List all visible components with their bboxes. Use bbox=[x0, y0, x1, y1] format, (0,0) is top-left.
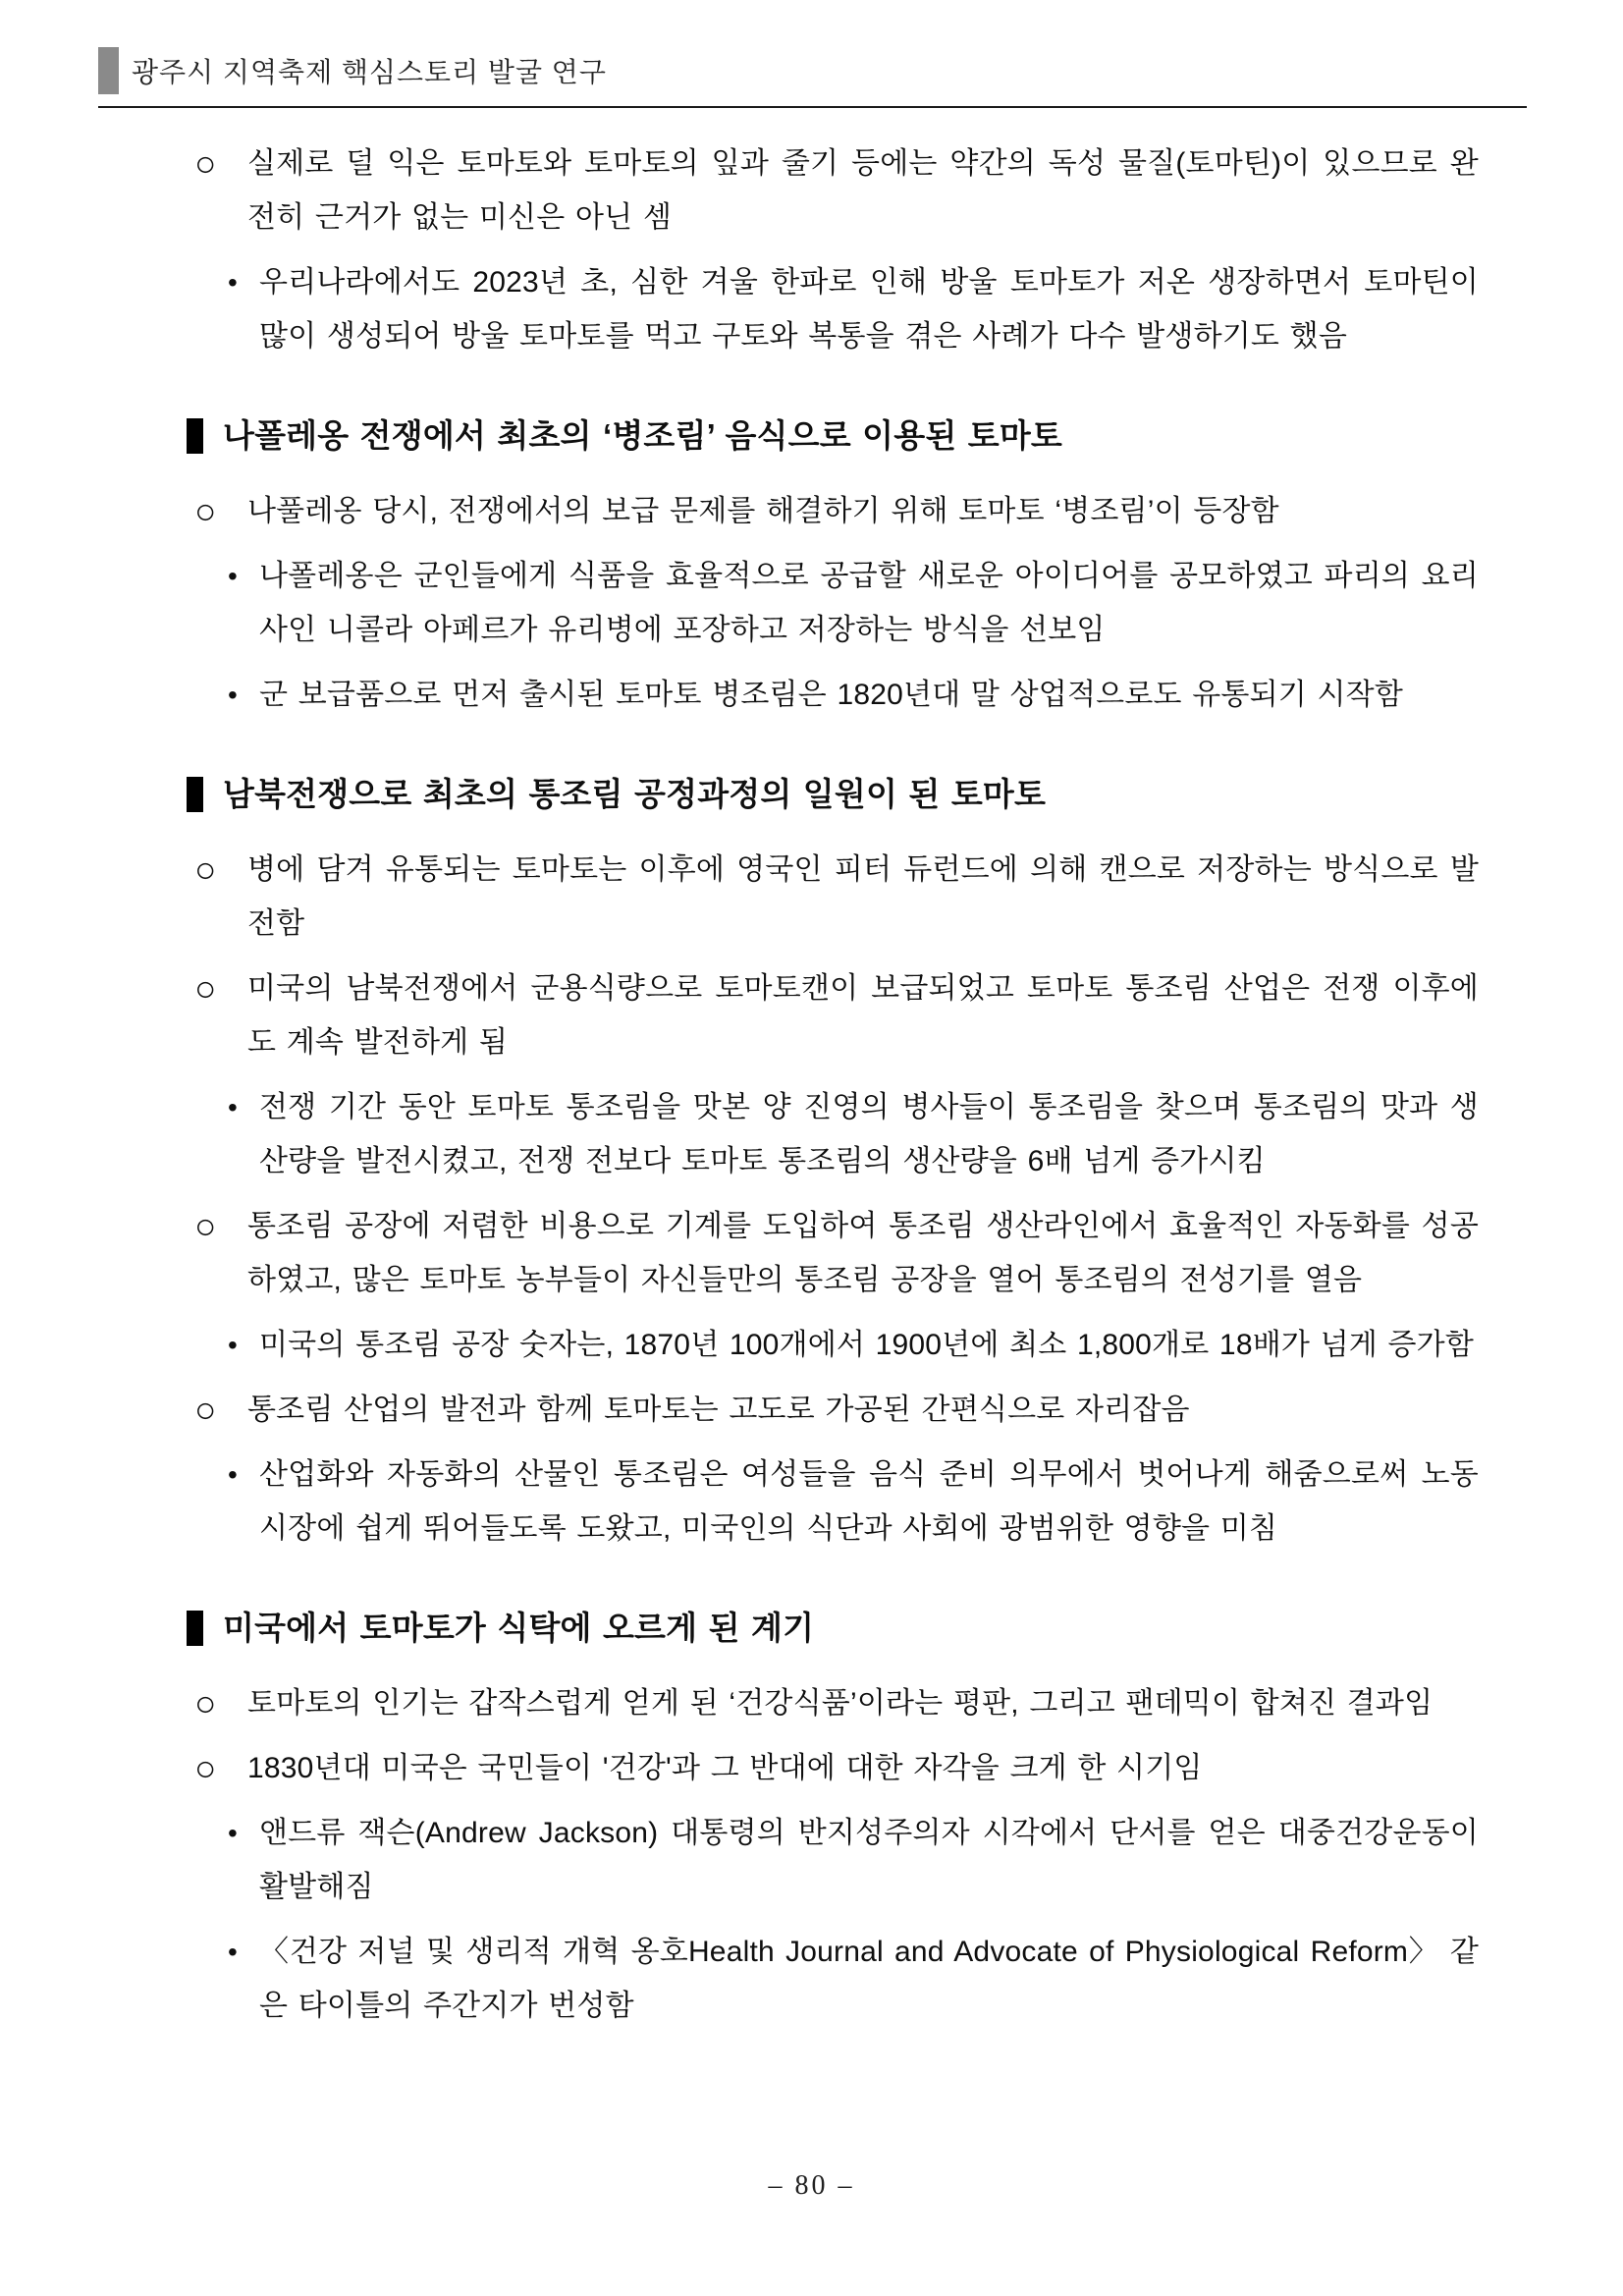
heading-bar-icon bbox=[187, 777, 203, 812]
bullet-text: 나풀레옹 당시, 전쟁에서의 보급 문제를 해결하기 위해 토마토 ‘병조림’이 등장함 bbox=[247, 495, 1279, 527]
circle-bullet-icon: ○ bbox=[194, 1748, 217, 1788]
bullet-text: 앤드류 잭슨(Andrew Jackson) 대통령의 반지성주의자 시각에서 단서를 얻은 대중건강운동이 활발해짐 bbox=[259, 1817, 1479, 1903]
header-accent-bar-icon bbox=[98, 47, 119, 94]
heading-text: 남북전쟁으로 최초의 통조림 공정과정의 일원이 된 토마토 bbox=[223, 776, 1047, 812]
bullet-text: 통조림 산업의 발전과 함께 토마토는 고도로 가공된 간편식으로 자리잡음 bbox=[247, 1394, 1190, 1426]
circle-bullet-icon: ○ bbox=[194, 1683, 217, 1723]
report-title: 광주시 지역축제 핵심스토리 발굴 연구 bbox=[132, 57, 607, 87]
sub-bullet-social-impact bbox=[224, 1448, 1479, 1556]
sub-bullet-wartime-demand bbox=[224, 1080, 1479, 1188]
bullet-text: 군 보급품으로 먼저 출시된 토마토 병조림은 1820년대 말 상업적으로도 유통되기 시작함 bbox=[259, 679, 1404, 711]
page-number: – 80 – bbox=[768, 2170, 855, 2201]
dot-bullet-icon: • bbox=[228, 1092, 238, 1122]
sub-bullet-1820s bbox=[224, 668, 1479, 722]
page-content bbox=[185, 126, 1479, 2044]
bullet-text: 미국의 남북전쟁에서 군용식량으로 토마토캔이 보급되었고 토마토 통조림 산업은 전쟁 이후에도 계속 발전하게 됨 bbox=[247, 972, 1479, 1059]
sub-bullet-appert bbox=[224, 549, 1479, 657]
dot-bullet-icon: • bbox=[228, 561, 238, 591]
bullet-item-health-food bbox=[185, 1676, 1479, 1730]
sub-bullet-korea-2023 bbox=[224, 255, 1479, 363]
dot-bullet-icon: • bbox=[228, 1937, 238, 1967]
circle-bullet-icon: ○ bbox=[194, 849, 217, 890]
section-heading-us-table bbox=[187, 1601, 1479, 1655]
heading-text: 나폴레옹 전쟁에서 최초의 ‘병조림’ 음식으로 이용된 토마토 bbox=[223, 417, 1062, 454]
sub-bullet-health-journal bbox=[224, 1925, 1479, 2033]
bullet-item-bottling bbox=[185, 484, 1479, 538]
circle-bullet-icon: ○ bbox=[194, 143, 217, 184]
bullet-text: 병에 담겨 유통되는 토마토는 이후에 영국인 피터 듀런드에 의해 캔으로 저장하는 방식으로 발전함 bbox=[247, 853, 1479, 940]
bullet-text: 통조림 공장에 저렴한 비용으로 기계를 도입하여 통조림 생산라인에서 효율적인 자동화를 성공하였고, 많은 토마토 농부들이 자신들만의 통조림 공장을 열어 통조림의 전성기를 열음 bbox=[247, 1210, 1479, 1296]
bullet-item-automation bbox=[185, 1199, 1479, 1307]
bullet-text: 산업화와 자동화의 산물인 통조림은 여성들을 음식 준비 의무에서 벗어나게 해줌으로써 노동시장에 쉽게 뛰어들도록 도왔고, 미국인의 식단과 사회에 광범위한 영향을 미침 bbox=[259, 1458, 1479, 1545]
section-heading-napoleon bbox=[187, 409, 1479, 463]
circle-bullet-icon: ○ bbox=[194, 491, 217, 531]
circle-bullet-icon: ○ bbox=[194, 968, 217, 1009]
page-footer bbox=[0, 2170, 1623, 2202]
bullet-text: 실제로 덜 익은 토마토와 토마토의 잎과 줄기 등에는 약간의 독성 물질(토마틴)이 있으므로 완전히 근거가 없는 미신은 아닌 셈 bbox=[247, 147, 1479, 234]
dot-bullet-icon: • bbox=[228, 680, 238, 710]
circle-bullet-icon: ○ bbox=[194, 1206, 217, 1246]
bullet-text: 1830년대 미국은 국민들이 '건강'과 그 반대에 대한 자각을 크게 한 시기임 bbox=[247, 1752, 1203, 1784]
dot-bullet-icon: • bbox=[228, 1330, 238, 1360]
bullet-text: 우리나라에서도 2023년 초, 심한 겨울 한파로 인해 방울 토마토가 저온 생장하면서 토마틴이 많이 생성되어 방울 토마토를 먹고 구토와 복통을 겪은 사례가 다수 발생하기도 했음 bbox=[259, 266, 1479, 353]
circle-bullet-icon: ○ bbox=[194, 1390, 217, 1430]
bullet-text: 토마토의 인기는 갑작스럽게 얻게 된 ‘건강식품’이라는 평판, 그리고 팬데믹이 합쳐진 결과임 bbox=[247, 1687, 1434, 1720]
dot-bullet-icon: • bbox=[228, 267, 238, 298]
heading-bar-icon bbox=[187, 1611, 203, 1646]
bullet-item-convenience-food bbox=[185, 1383, 1479, 1437]
heading-bar-icon bbox=[187, 418, 203, 454]
page-header bbox=[98, 47, 1527, 108]
sub-bullet-factory-count bbox=[224, 1318, 1479, 1372]
bullet-text: 전쟁 기간 동안 토마토 통조림을 맛본 양 진영의 병사들이 통조림을 찾으며 통조림의 맛과 생산량을 발전시켰고, 전쟁 전보다 토마토 통조림의 생산량을 6배 넘게 증가시킴 bbox=[259, 1091, 1479, 1177]
bullet-item-tomato-cans bbox=[185, 961, 1479, 1069]
sub-bullet-jackson bbox=[224, 1806, 1479, 1914]
bullet-text: 미국의 통조림 공장 숫자는, 1870년 100개에서 1900년에 최소 1,800개로 18배가 넘게 증가함 bbox=[259, 1329, 1475, 1361]
bullet-text: 나폴레옹은 군인들에게 식품을 효율적으로 공급할 새로운 아이디어를 공모하였고 파리의 요리사인 니콜라 아페르가 유리병에 포장하고 저장하는 방식을 선보임 bbox=[259, 560, 1479, 646]
dot-bullet-icon: • bbox=[228, 1459, 238, 1490]
bullet-item-1830s bbox=[185, 1741, 1479, 1795]
bullet-item-tomatine bbox=[185, 137, 1479, 245]
heading-text: 미국에서 토마토가 식탁에 오르게 된 계기 bbox=[223, 1610, 815, 1646]
bullet-item-durand bbox=[185, 843, 1479, 951]
section-heading-civil-war bbox=[187, 767, 1479, 821]
bullet-text: 〈건강 저널 및 생리적 개혁 옹호Health Journal and Advocate of Physiological Reform〉 같은 타이틀의 주간지가 번성함 bbox=[259, 1936, 1479, 2022]
dot-bullet-icon: • bbox=[228, 1818, 238, 1848]
